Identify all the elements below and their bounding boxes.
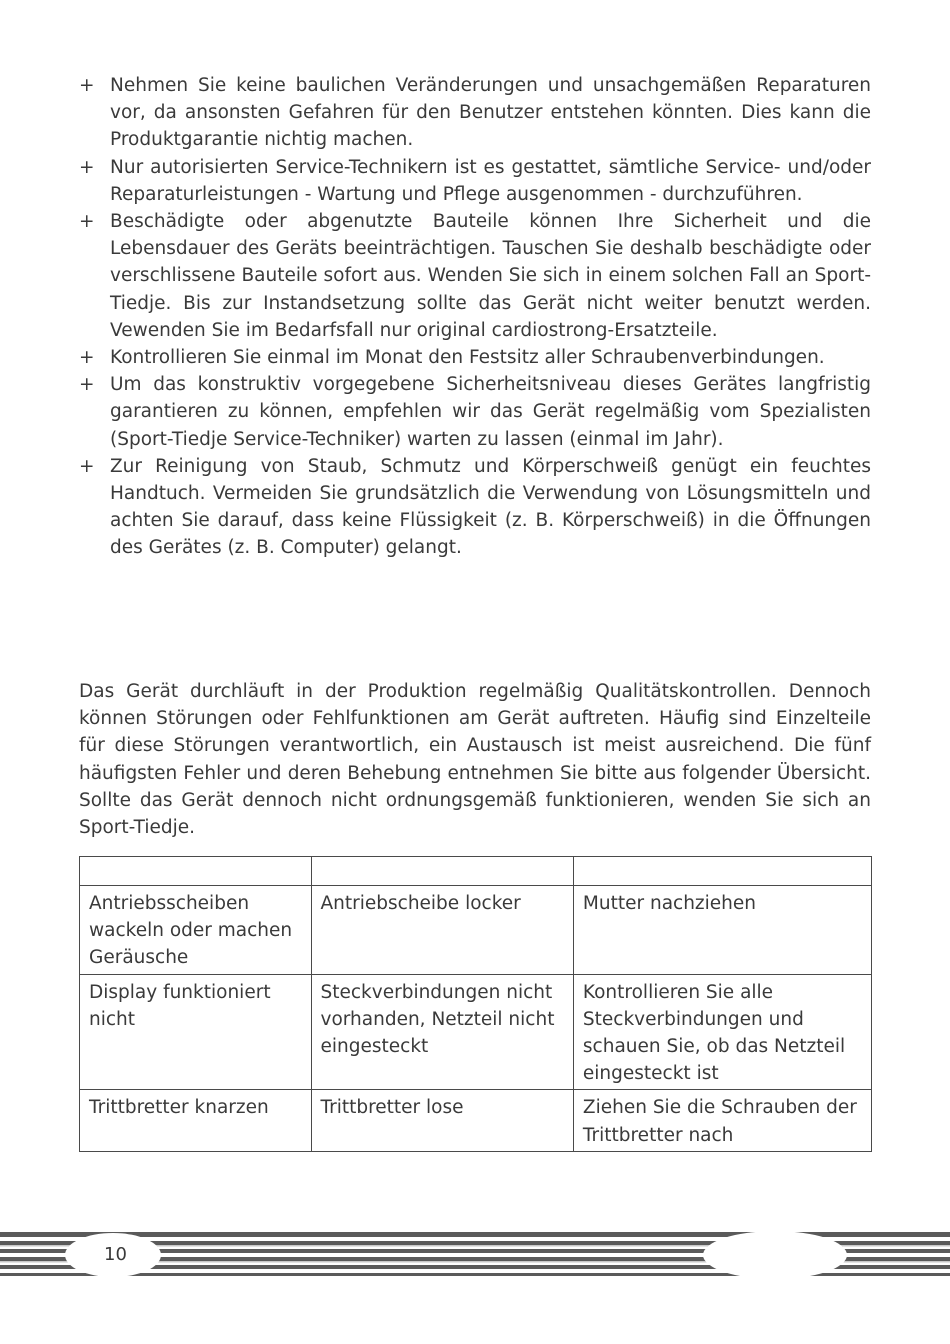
table-header-row [80,857,872,886]
list-item-text: Zur Reinigung von Staub, Schmutz und Körperschweiß genügt ein feuchtes Handtuch. Vermeiden Sie grundsätzlich die Verwendung von Lösungsmitteln und achten Sie darauf, dass keine Flüssigkeit (z. B. Körperschweiß) in die Öffnungen des Gerätes (z. B. Computer) gelangt. [110,455,871,559]
list-item-text: Nehmen Sie keine baulichen Veränderungen und unsachgemäßen Reparaturen vor, da ansonsten Gefahren für den Benutzer entstehen könnten. Dies kann die Produktgarantie nichtig machen. [110,75,871,151]
problem-cell: Display funktioniert nicht [80,974,312,1090]
list-item [79,344,871,371]
plus-bullet: + [79,374,95,396]
table-row [80,1090,872,1151]
safety-list [79,72,871,562]
list-item-text: Nur autorisierten Service-Technikern ist es gestattet, sämtliche Service- und/oder Reparaturleistungen - Wartung und Pflege ausgenommen - durchzuführen. [110,156,871,205]
list-item [79,154,871,208]
list-item-text: Kontrollieren Sie einmal im Monat den Festsitz aller Schraubenverbindungen. [110,347,825,369]
table-row [80,886,872,975]
problem-cell: Antriebsscheiben wackeln oder machen Geräusche [80,886,312,975]
page-number: 10 [104,1244,127,1265]
list-item [79,72,871,154]
list-item [79,453,871,562]
list-item [79,208,871,344]
troubleshooting-table [79,856,872,1152]
footer-oval-right [703,1231,847,1279]
list-item-text: Beschädigte oder abgenutzte Bauteile können Ihre Sicherheit und die Lebensdauer des Geräts beeinträchtigen. Tauschen Sie deshalb beschädigte oder verschlissene Bauteile sofort aus. Wenden Sie sich in einem solchen Fall an Sport-Tiedje. Bis zur Instandsetzung sollte das Gerät nicht weiter benutzt werden. Vewenden Sie im Bedarfsfall nur original cardiostrong-Ersatzteile. [110,211,871,341]
header-cell-solution [573,857,871,886]
plus-bullet: + [79,211,95,233]
header-cell-cause [311,857,573,886]
problem-cell: Trittbretter knarzen [80,1090,312,1151]
cause-cell: Steckverbindungen nicht vorhanden, Netzteil nicht eingesteckt [311,974,573,1090]
plus-bullet: + [79,455,95,477]
cause-cell: Antriebscheibe locker [311,886,573,975]
plus-bullet: + [79,75,95,96]
plus-bullet: + [79,156,95,178]
table-row [80,974,872,1090]
list-item-text: Um das konstruktiv vorgegebene Sicherheitsniveau dieses Gerätes langfristig garantieren zu können, empfehlen wir das Gerät regelmäßig vom Spezialisten (Sport-Tiedje Service-Techniker) warten zu lassen (einmal im Jahr). [110,374,871,450]
solution-cell: Ziehen Sie die Schrauben der Trittbretter nach [573,1090,871,1151]
troubleshooting-intro: Das Gerät durchläuft in der Produktion regelmäßig Qualitätskontrollen. Dennoch können Störungen oder Fehlfunktionen am Gerät auftreten. Häufig sind Einzelteile für diese Störungen verantwortlich, ein Austausch ist meist ausreichend. Die fünf häufigsten Fehler und deren Behebung entnehmen Sie bitte aus folgender Übersicht. Sollte das Gerät dennoch nicht ordnungsgemäß funktionieren, wenden Sie sich an Sport-Tiedje. [79,681,871,839]
solution-cell: Mutter nachziehen [573,886,871,975]
cause-cell: Trittbretter lose [311,1090,573,1151]
list-item [79,371,871,453]
header-cell-problem [80,857,312,886]
plus-bullet: + [79,347,95,369]
solution-cell: Kontrollieren Sie alle Steckverbindungen und schauen Sie, ob das Netzteil eingesteckt ist [573,974,871,1090]
footer-stripes [0,1226,950,1286]
